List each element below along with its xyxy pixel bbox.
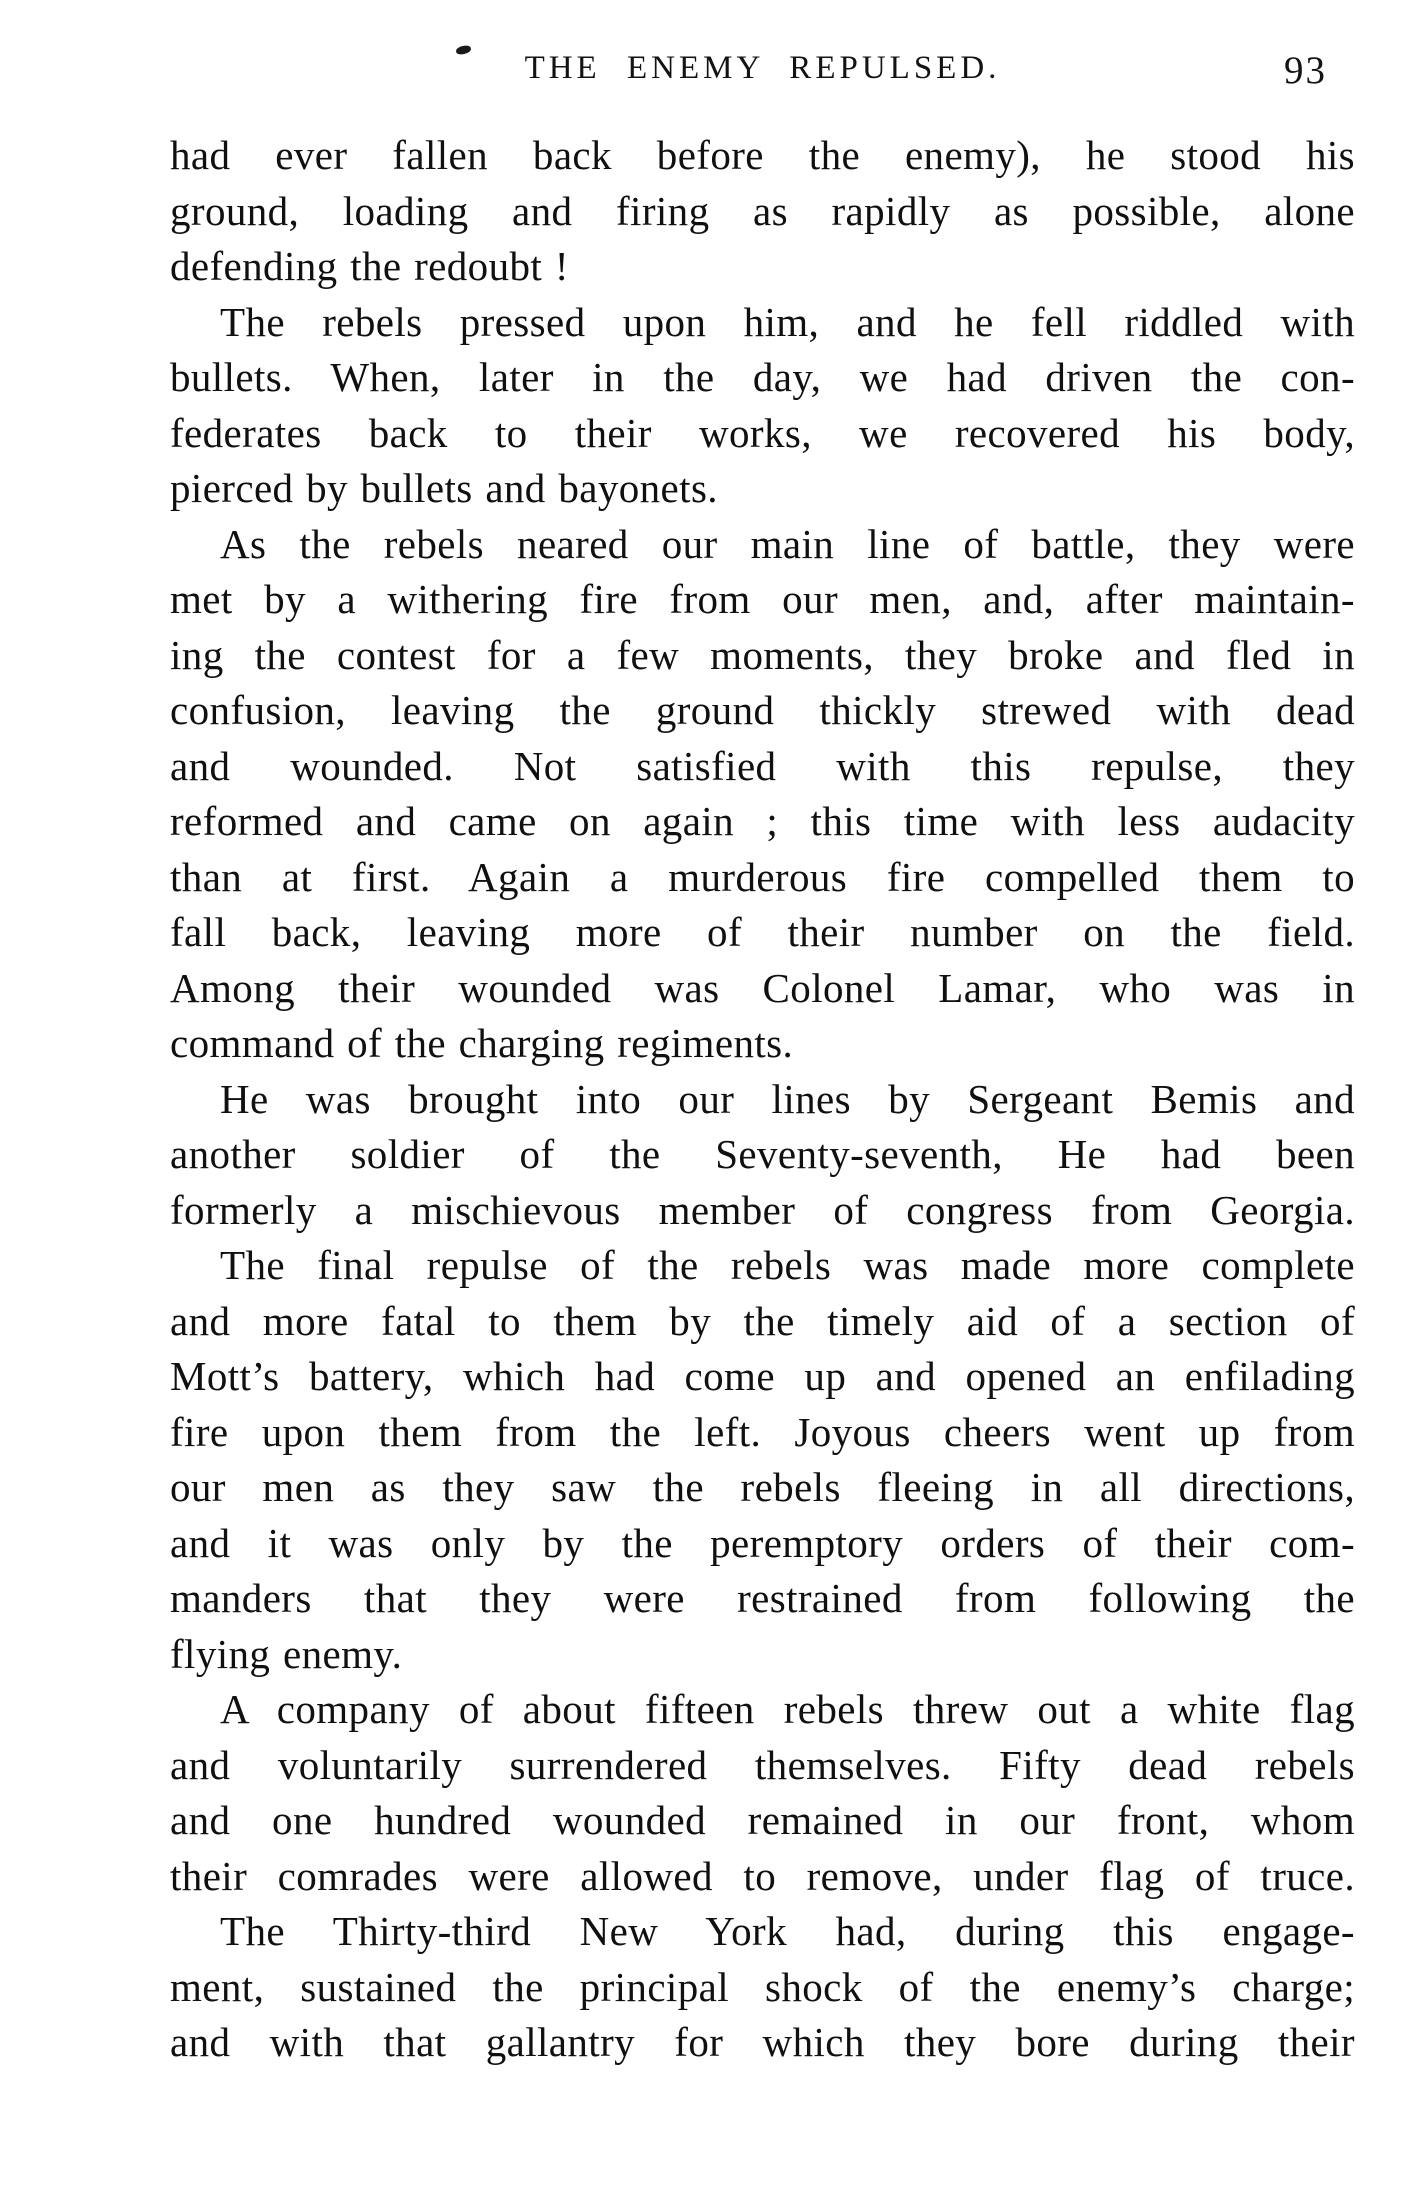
paragraph: [170, 1682, 1355, 1904]
paragraph: [170, 1072, 1355, 1239]
text-line: The rebels pressed upon him, and he fell riddled with: [220, 298, 1355, 345]
text-line: fire upon them from the left. Joyous cheers went up from: [170, 1408, 1355, 1455]
text-line: another soldier of the Seventy-seventh, He had been: [170, 1131, 1355, 1177]
text-line: manders that they were restrained from following the: [170, 1575, 1355, 1621]
text-line: fall back, leaving more of their number on the field.: [170, 909, 1355, 955]
text-line: federates back to their works, we recovered his body,: [170, 409, 1355, 456]
text-line: bullets. When, later in the day, we had driven the con-: [170, 354, 1355, 400]
text-line: and voluntarily surrendered themselves. Fifty dead rebels: [170, 1741, 1355, 1788]
paragraph: [170, 517, 1355, 1072]
text-line: The Thirty-third New York had, during this engage-: [220, 1908, 1355, 1954]
text-line: command of the charging regiments.: [170, 1020, 794, 1066]
text-line: ground, loading and firing as rapidly as possible, alone: [170, 187, 1355, 234]
running-title: THE ENEMY REPULSED.: [524, 50, 1001, 86]
text-line: and wounded. Not satisfied with this repulse, they: [170, 742, 1355, 789]
paragraph: [170, 1238, 1355, 1682]
text-line: As the rebels neared our main line of battle, they were: [220, 520, 1355, 567]
paragraph: [170, 295, 1355, 517]
text-line: reformed and came on again ; this time with less audacity: [170, 798, 1355, 844]
text-line: and it was only by the peremptory orders of their com-: [170, 1519, 1355, 1566]
text-line: flying enemy.: [170, 1630, 403, 1677]
text-line: ing the contest for a few moments, they broke and fled in: [170, 631, 1355, 678]
text-line: He was brought into our lines by Sergeant Bemis and: [220, 1075, 1355, 1122]
text-line: had ever fallen back before the enemy), he stood his: [170, 132, 1355, 178]
body-text-block: [170, 128, 1355, 2071]
text-line: and with that gallantry for which they bore during their: [170, 2019, 1355, 2065]
text-line: and one hundred wounded remained in our front, whom: [170, 1797, 1355, 1843]
text-line: confusion, leaving the ground thickly strewed with dead: [170, 687, 1355, 733]
text-line: pierced by bullets and bayonets.: [170, 465, 718, 511]
text-line: Mott’s battery, which had come up and opened an enfilading: [170, 1353, 1355, 1399]
page-number: 93: [1284, 49, 1327, 92]
text-line: formerly a mischievous member of congress from Georgia.: [170, 1186, 1355, 1233]
text-line: than at first. Again a murderous fire compelled them to: [170, 853, 1355, 900]
page-header: [170, 50, 1355, 100]
text-line: defending the redoubt !: [170, 243, 569, 289]
text-line: Among their wounded was Colonel Lamar, who was in: [170, 964, 1355, 1011]
text-line: met by a withering fire from our men, and, after maintain-: [170, 576, 1355, 622]
paragraph: [170, 128, 1355, 295]
text-line: A company of about fifteen rebels threw out a white flag: [220, 1686, 1355, 1732]
text-line: and more fatal to them by the timely aid of a section of: [170, 1297, 1355, 1344]
text-line: ment, sustained the principal shock of the enemy’s charge;: [170, 1963, 1355, 2010]
text-line: The final repulse of the rebels was made more complete: [220, 1242, 1355, 1288]
text-line: our men as they saw the rebels fleeing in all directions,: [170, 1464, 1355, 1510]
paragraph: [170, 1904, 1355, 2071]
text-line: their comrades were allowed to remove, under flag of truce.: [170, 1852, 1355, 1899]
